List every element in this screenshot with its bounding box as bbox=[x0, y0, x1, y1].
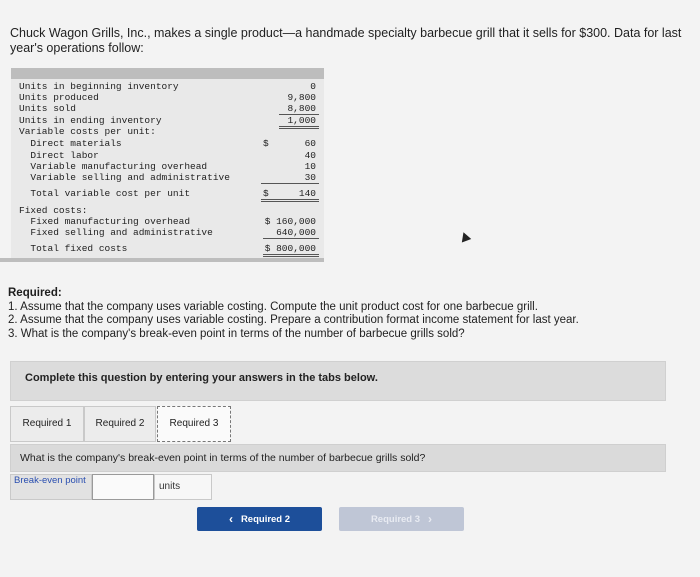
table-row: Variable manufacturing overhead 10 bbox=[19, 161, 316, 172]
double-underline bbox=[261, 201, 319, 202]
break-even-input[interactable] bbox=[92, 474, 154, 500]
next-button-label: Required 3 bbox=[370, 513, 421, 525]
break-even-label: Break-even point bbox=[10, 474, 92, 500]
table-bottom-bar bbox=[0, 258, 324, 262]
prev-required-2-button[interactable] bbox=[197, 507, 322, 531]
required-item-1: 1. Assume that the company uses variable costing. Compute the unit product cost for one barbecue grill. bbox=[8, 300, 538, 313]
data-table bbox=[11, 68, 324, 261]
tab-required-1[interactable]: Required 1 bbox=[10, 406, 84, 442]
table-row: Direct labor 40 bbox=[19, 150, 316, 161]
required-item-2: 2. Assume that the company uses variable costing. Prepare a contribution format income statement for last year. bbox=[8, 314, 579, 326]
question-bar bbox=[10, 444, 666, 472]
table-row: Units produced 9,800 bbox=[19, 92, 316, 103]
double-underline bbox=[261, 199, 319, 200]
table-row: Variable selling and administrative 30 bbox=[19, 172, 316, 183]
required-item-3: 3. What is the company's break-even point in terms of the number of barbecue grills sold? bbox=[8, 327, 465, 340]
tab-required-2[interactable]: Required 2 bbox=[84, 406, 156, 442]
required-section bbox=[8, 287, 688, 341]
table-row: Direct materials $ 60 bbox=[19, 138, 316, 149]
table-row: Units sold 8,800 bbox=[19, 103, 316, 114]
table-row: Units in ending inventory 1,000 bbox=[19, 115, 316, 126]
units-label: units bbox=[154, 474, 212, 500]
required-heading: Required: bbox=[8, 287, 62, 299]
table-header-bar bbox=[11, 68, 324, 79]
instructions-banner bbox=[10, 361, 666, 401]
next-required-3-button[interactable] bbox=[339, 507, 464, 531]
table-row: Fixed manufacturing overhead $ 160,000 bbox=[19, 216, 316, 227]
table-row: Variable costs per unit: bbox=[19, 126, 156, 137]
chevron-left-icon: ‹ bbox=[228, 512, 233, 526]
prev-button-label: Required 2 bbox=[240, 513, 291, 525]
table-row: Fixed costs: bbox=[19, 205, 88, 216]
double-underline bbox=[263, 256, 319, 257]
table-row: Fixed selling and administrative 640,000 bbox=[19, 227, 316, 238]
chevron-right-icon: › bbox=[428, 512, 433, 526]
mouse-cursor-icon bbox=[459, 231, 471, 243]
tab-required-3[interactable]: Required 3 bbox=[157, 406, 231, 442]
table-row: Total variable cost per unit $ 140 bbox=[19, 188, 316, 199]
instructions-text: Complete this question by entering your answers in the tabs below. bbox=[25, 372, 378, 384]
question-text: What is the company's break-even point in terms of the number of barbecue grills sold? bbox=[20, 452, 426, 464]
double-underline bbox=[263, 254, 319, 255]
underline bbox=[261, 183, 319, 184]
table-row: Total fixed costs $ 800,000 bbox=[19, 243, 316, 254]
underline bbox=[263, 238, 319, 239]
table-row: Units in beginning inventory 0 bbox=[19, 81, 316, 92]
intro-text: Chuck Wagon Grills, Inc., makes a single product—a handmade specialty barbecue grill that it sells for $300. Data for last year's operations follow: bbox=[10, 26, 682, 55]
